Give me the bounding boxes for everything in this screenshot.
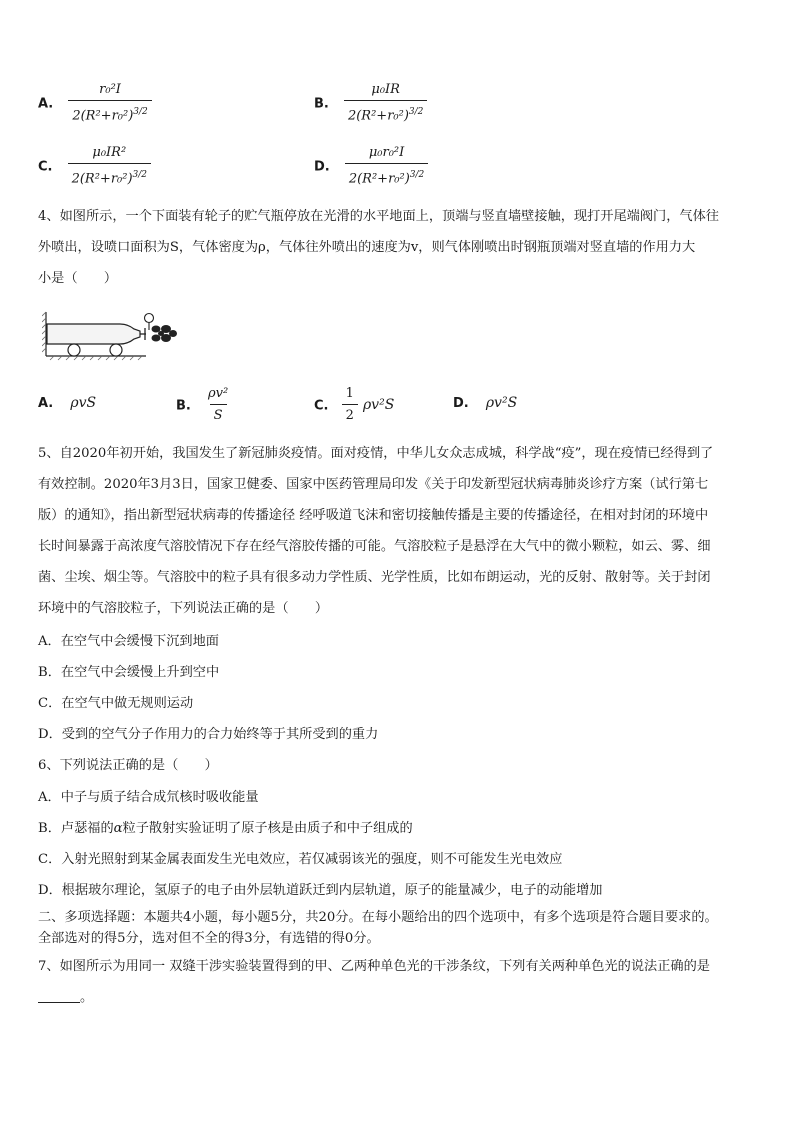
alpha-symbol: α [113,821,123,836]
formula [345,145,428,187]
option-label: B. [314,96,329,112]
den-text: 2(R²+r₀²) [71,171,133,187]
gas-jet [152,325,178,342]
numerator: 1 [345,386,354,401]
numerator: ρv² [207,386,229,401]
q3-option-a [38,82,152,124]
formula [68,82,151,124]
den-text: 2(R²+r₀²) [348,171,410,187]
denominator: 2 [342,404,358,424]
q5-line-5: 菌、尘埃、烟尘等。气溶胶中的粒子具有很多动力学性质、光学性质，比如布朗运动，光的反射、散射等。关于封闭 [38,570,711,585]
q5-line-3: 版）的通知》，指出新型冠状病毒的传播途径 经呼吸道飞沫和密切接触传播是主要的传播途径，在相对封闭的环境中 [38,508,709,523]
exponent: 3/2 [133,107,148,117]
q4-option-c [314,386,394,424]
q5-line-2: 有效控制。2020年3月3日，国家卫健委、国家中医药管理局印发《关于印发新型冠状病毒肺炎诊疗方案（试行第七 [38,477,709,492]
denominator: S [210,404,227,424]
numerator: μ₀r₀²I [368,145,405,160]
formula: ρvS [70,395,97,411]
answer-blank[interactable] [38,988,80,1003]
text: 粒子散射实验证明了原子核是由质子和中子组成的 [122,821,413,836]
option-label: B. [176,398,191,414]
option-label: D. [314,159,330,175]
q6-stem: 6、下列说法正确的是（ ） [38,758,218,773]
section-heading-line-1: 二、多项选择题：本题共4小题，每小题5分，共20分。在每小题给出的四个选项中，有多个选项是符合题目要求的。 [38,910,718,925]
option-label: D. [453,396,469,411]
q5-line-1: 5、自2020年初开始，我国发生了新冠肺炎疫情。面对疫情，中华儿女众志成城，科学战“疫”，现在疫情已经得到了 [38,446,714,461]
q6-option-c: C．入射光照射到某金属表面发生光电效应，若仅减弱该光的强度，则不可能发生光电效应 [38,852,563,867]
exponent: 3/2 [408,107,424,117]
q5-line-6: 环境中的气溶胶粒子，下列说法正确的是（ ） [38,601,329,616]
den-text: 2(R²+r₀²) [72,108,134,124]
valve [140,314,154,341]
formula [344,82,427,124]
q5-option-a: A．在空气中会缓慢下沉到地面 [38,634,219,649]
q7-line-2 [38,987,93,1008]
q4-line-2: 外喷出，设喷口面积为S，气体密度为ρ，气体往外喷出的速度为v，则气体刚喷出时钢瓶顶端对竖直墙的作用力大 [38,240,696,255]
numerator: r₀²I [99,82,121,97]
cylinder-body [47,324,140,344]
q4-option-a [38,392,96,411]
numerator: μ₀IR² [92,145,127,160]
q5-line-4: 长时间暴露于高浓度气溶胶情况下存在经气溶胶传播的可能。气溶胶粒子是悬浮在大气中的微小颗粒，如云、雾、细 [38,539,711,554]
q3-option-b [314,82,427,124]
period: 。 [80,990,94,1005]
q4-line-1: 4、如图所示，一个下面装有轮子的贮气瓶停放在光滑的水平地面上，顶端与竖直墙壁接触，现打开尾端阀门，气体往 [38,209,719,224]
denominator [345,163,428,187]
q4-option-b [176,386,232,424]
q4-option-d [453,392,517,411]
option-label: C. [314,398,329,414]
q5-option-c: C．在空气中做无规则运动 [38,696,194,711]
text: B．卢瑟福的 [38,821,114,836]
numerator: μ₀IR [371,82,400,97]
formula [204,386,232,424]
formula: ρv²S [362,397,395,413]
q4-line-3: 小是（ ） [38,271,118,286]
q3-option-d [314,145,428,187]
q6-option-a: A．中子与质子结合成氘核时吸收能量 [38,790,259,805]
option-label: A. [38,96,54,112]
section-heading-line-2: 全部选对的得5分，选对但不全的得3分，有选错的得0分。 [38,931,380,946]
option-label: A. [38,396,54,411]
exponent: 3/2 [132,170,148,180]
coefficient [342,386,358,424]
den-text: 2(R²+r₀²) [347,108,409,124]
formula: ρv²S [485,395,518,411]
gas-cylinder-figure [42,306,192,364]
q6-option-d: D．根据玻尔理论，氢原子的电子由外层轨道跃迁到内层轨道，原子的能量减少，电子的动能增加 [38,883,603,898]
denominator [68,100,151,124]
option-label: C. [38,159,53,175]
denominator [68,163,151,187]
q5-option-b: B．在空气中会缓慢上升到空中 [38,665,220,680]
denominator [344,100,427,124]
q3-option-c [38,145,151,187]
q7-line-1: 7、如图所示为用同一 双缝干涉实验装置得到的甲、乙两种单色光的干涉条纹，下列有关两种单色光的说法正确的是 [38,959,710,974]
formula [68,145,151,187]
q6-option-b [38,818,413,839]
wheels [68,344,122,356]
q5-option-d: D．受到的空气分子作用力的合力始终等于其所受到的重力 [38,727,379,742]
exponent: 3/2 [409,170,425,180]
